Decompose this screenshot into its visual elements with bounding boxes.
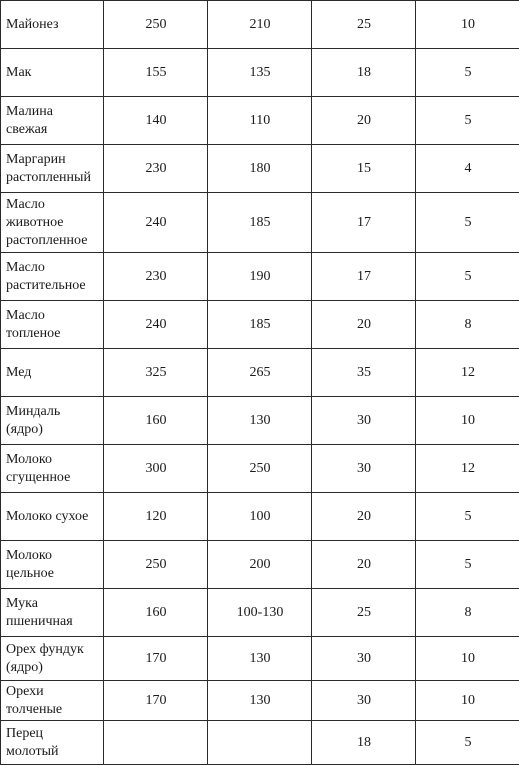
- value-cell-c3: 30: [312, 637, 416, 681]
- value-cell-c1: 140: [104, 97, 208, 145]
- table-row: [1, 97, 519, 145]
- value-cell-c4: 12: [416, 349, 519, 397]
- value-cell-c4: 4: [416, 145, 519, 193]
- table-row: [1, 681, 519, 721]
- table-row: [1, 637, 519, 681]
- value-cell-c2: 180: [208, 145, 312, 193]
- value-cell-c1: 170: [104, 681, 208, 721]
- value-cell-c4: 5: [416, 97, 519, 145]
- product-name-cell: Мак: [1, 49, 104, 97]
- table-row: [1, 397, 519, 445]
- product-name-cell: Орех фундук (ядро): [1, 637, 104, 681]
- value-cell-c4: 12: [416, 445, 519, 493]
- value-cell-c1: 170: [104, 637, 208, 681]
- product-name-cell: Маргарин растопленный: [1, 145, 104, 193]
- product-name-cell: Молоко сгущенное: [1, 445, 104, 493]
- value-cell-c3: 20: [312, 493, 416, 541]
- value-cell-c2: 110: [208, 97, 312, 145]
- value-cell-c1: 250: [104, 541, 208, 589]
- measures-table-body: [1, 1, 519, 765]
- value-cell-c1: 250: [104, 1, 208, 49]
- product-name-cell: Орехи толченые: [1, 681, 104, 721]
- value-cell-c4: 5: [416, 721, 519, 765]
- table-row: [1, 541, 519, 589]
- table-row: [1, 1, 519, 49]
- value-cell-c4: 8: [416, 301, 519, 349]
- value-cell-c2: [208, 721, 312, 765]
- value-cell-c4: 10: [416, 637, 519, 681]
- value-cell-c1: 240: [104, 193, 208, 253]
- value-cell-c3: 18: [312, 721, 416, 765]
- product-name-cell: Миндаль (ядро): [1, 397, 104, 445]
- table-row: [1, 349, 519, 397]
- table-row: [1, 721, 519, 765]
- product-name-cell: Масло топленое: [1, 301, 104, 349]
- value-cell-c1: 230: [104, 253, 208, 301]
- value-cell-c2: 190: [208, 253, 312, 301]
- value-cell-c2: 130: [208, 397, 312, 445]
- table-row: [1, 193, 519, 253]
- value-cell-c1: [104, 721, 208, 765]
- product-name-cell: Мед: [1, 349, 104, 397]
- value-cell-c3: 15: [312, 145, 416, 193]
- value-cell-c2: 100-130: [208, 589, 312, 637]
- table-row: [1, 145, 519, 193]
- value-cell-c2: 250: [208, 445, 312, 493]
- value-cell-c4: 5: [416, 253, 519, 301]
- value-cell-c3: 18: [312, 49, 416, 97]
- value-cell-c4: 5: [416, 541, 519, 589]
- value-cell-c3: 17: [312, 253, 416, 301]
- table-row: [1, 493, 519, 541]
- product-name-cell: Майонез: [1, 1, 104, 49]
- value-cell-c3: 35: [312, 349, 416, 397]
- value-cell-c3: 25: [312, 589, 416, 637]
- value-cell-c2: 210: [208, 1, 312, 49]
- value-cell-c3: 30: [312, 397, 416, 445]
- product-name-cell: Малина свежая: [1, 97, 104, 145]
- table-row: [1, 589, 519, 637]
- value-cell-c1: 155: [104, 49, 208, 97]
- value-cell-c2: 200: [208, 541, 312, 589]
- value-cell-c3: 20: [312, 301, 416, 349]
- value-cell-c3: 30: [312, 445, 416, 493]
- value-cell-c3: 20: [312, 541, 416, 589]
- value-cell-c2: 130: [208, 681, 312, 721]
- value-cell-c4: 5: [416, 49, 519, 97]
- value-cell-c1: 300: [104, 445, 208, 493]
- value-cell-c4: 10: [416, 397, 519, 445]
- value-cell-c2: 265: [208, 349, 312, 397]
- product-name-cell: Перец молотый: [1, 721, 104, 765]
- value-cell-c4: 5: [416, 193, 519, 253]
- product-name-cell: Масло растительное: [1, 253, 104, 301]
- value-cell-c2: 185: [208, 193, 312, 253]
- value-cell-c3: 20: [312, 97, 416, 145]
- value-cell-c4: 5: [416, 493, 519, 541]
- table-row: [1, 301, 519, 349]
- value-cell-c3: 25: [312, 1, 416, 49]
- product-name-cell: Молоко цельное: [1, 541, 104, 589]
- value-cell-c1: 160: [104, 589, 208, 637]
- product-name-cell: Молоко сухое: [1, 493, 104, 541]
- value-cell-c1: 230: [104, 145, 208, 193]
- value-cell-c1: 240: [104, 301, 208, 349]
- value-cell-c4: 8: [416, 589, 519, 637]
- value-cell-c2: 100: [208, 493, 312, 541]
- value-cell-c2: 135: [208, 49, 312, 97]
- value-cell-c1: 160: [104, 397, 208, 445]
- value-cell-c4: 10: [416, 1, 519, 49]
- table-row: [1, 253, 519, 301]
- table-row: [1, 49, 519, 97]
- table-row: [1, 445, 519, 493]
- value-cell-c3: 30: [312, 681, 416, 721]
- value-cell-c4: 10: [416, 681, 519, 721]
- value-cell-c1: 120: [104, 493, 208, 541]
- value-cell-c2: 130: [208, 637, 312, 681]
- product-name-cell: Масло животное растопленное: [1, 193, 104, 253]
- value-cell-c3: 17: [312, 193, 416, 253]
- value-cell-c2: 185: [208, 301, 312, 349]
- value-cell-c1: 325: [104, 349, 208, 397]
- product-name-cell: Мука пшеничная: [1, 589, 104, 637]
